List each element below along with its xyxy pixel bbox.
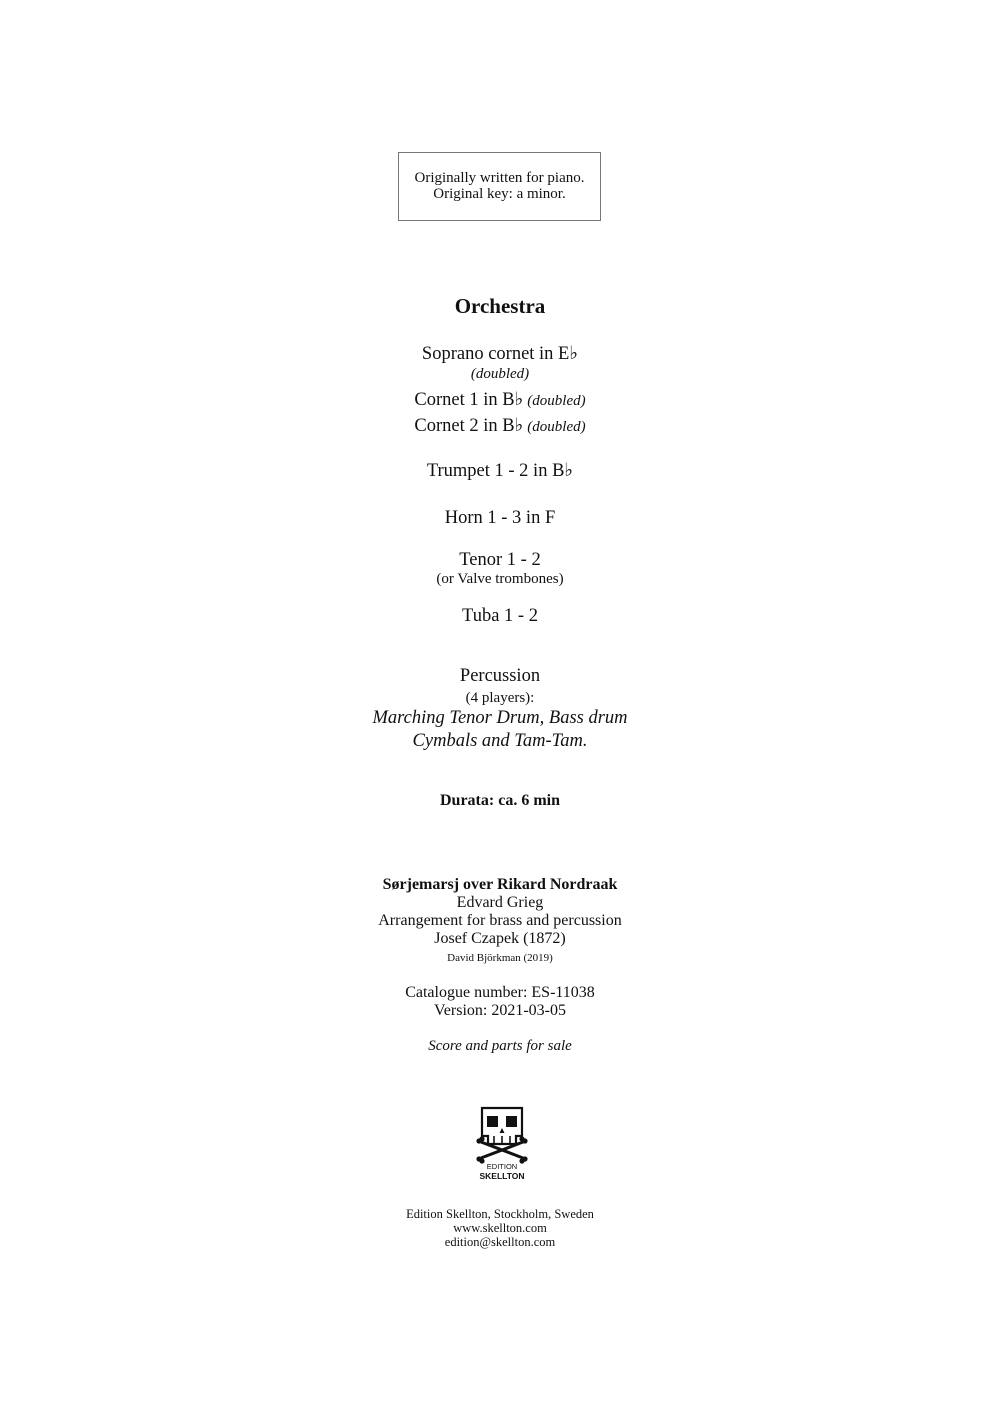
publisher-address: Edition Skellton, Stockholm, Sweden — [406, 1207, 594, 1221]
cornet-2-row — [0, 415, 1000, 437]
trumpet: Trumpet 1 - 2 in B♭ — [426, 461, 574, 481]
original-key-note — [398, 152, 601, 221]
sale-note: Score and parts for sale — [428, 1038, 572, 1054]
editor: David Björkman (2019) — [447, 952, 553, 964]
cornet-1-row — [0, 389, 1000, 411]
skull-crossbones-icon — [472, 1104, 532, 1184]
cornet-2: Cornet 2 in B♭ — [414, 416, 524, 436]
percussion-line-2: Cymbals and Tam-Tam. — [412, 731, 588, 751]
durata: Durata: ca. 6 min — [440, 792, 560, 809]
horn: Horn 1 - 3 in F — [444, 508, 556, 528]
cornet-2-note: (doubled) — [527, 419, 586, 435]
publisher-email[interactable]: edition@skellton.com — [444, 1235, 556, 1249]
work-title: Sørjemarsj over Rikard Nordraak — [382, 876, 618, 893]
logo-skellton-text: SKELLTON — [479, 1171, 525, 1181]
percussion-heading: Percussion — [459, 666, 541, 686]
cornet-1-note: (doubled) — [527, 393, 586, 409]
tenor-note: (or Valve trombones) — [436, 571, 564, 587]
cornet-1: Cornet 1 in B♭ — [414, 390, 524, 410]
catalogue-number: Catalogue number: ES-11038 — [405, 984, 595, 1001]
tuba: Tuba 1 - 2 — [462, 606, 538, 626]
note-line-1: Originally written for piano. — [414, 170, 585, 186]
note-line-2: Original key: a minor. — [433, 186, 566, 202]
orchestra-heading: Orchestra — [454, 294, 546, 318]
version: Version: 2021-03-05 — [434, 1002, 566, 1019]
arranger: Josef Czapek (1872) — [434, 930, 566, 947]
arrangement: Arrangement for brass and percussion — [378, 912, 622, 929]
composer: Edvard Grieg — [456, 894, 544, 911]
percussion-line-1: Marching Tenor Drum, Bass drum — [372, 708, 628, 728]
soprano-cornet: Soprano cornet in E♭ — [421, 344, 579, 364]
percussion-players: (4 players): — [465, 690, 535, 706]
soprano-cornet-note: (doubled) — [470, 366, 530, 382]
tenor: Tenor 1 - 2 — [459, 550, 541, 570]
publisher-web[interactable]: www.skellton.com — [453, 1221, 547, 1235]
logo-edition-text: EDITION — [486, 1162, 518, 1171]
